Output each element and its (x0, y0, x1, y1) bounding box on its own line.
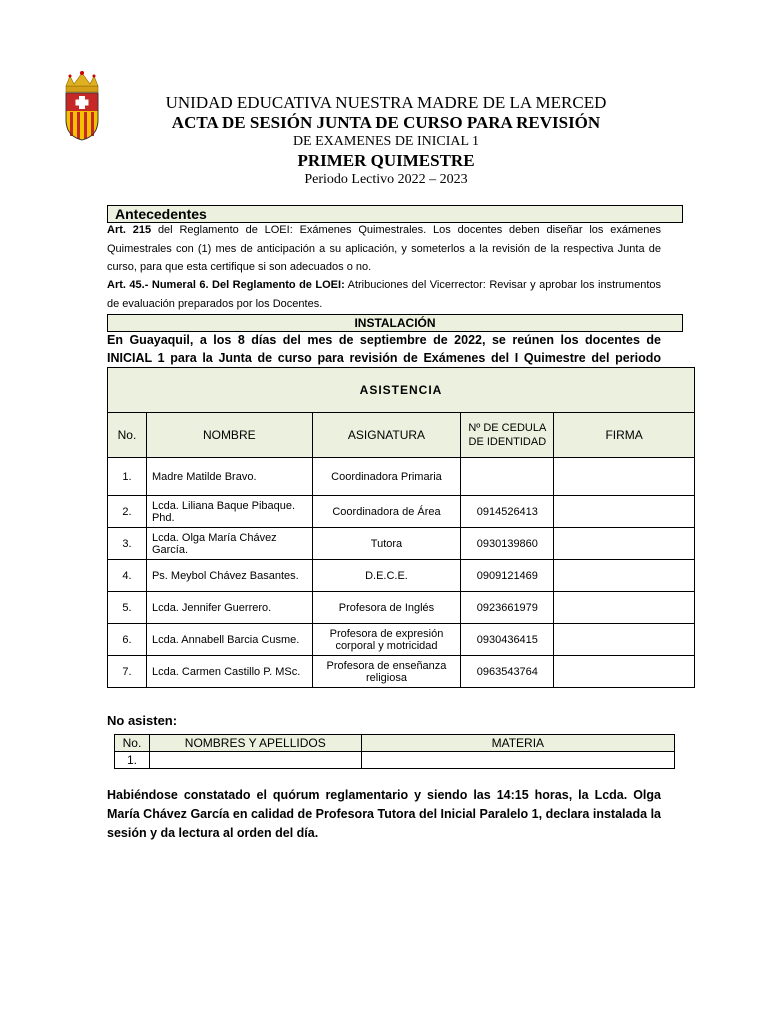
signature-cell (554, 592, 695, 624)
teacher-name: Lcda. Jennifer Guerrero. (146, 592, 312, 624)
table-row (108, 624, 695, 656)
signature-cell (554, 496, 695, 528)
article-text: Atribuciones del Vicerrector: Revisar y aprobar los instrumentos de evaluación preparados por los Docentes. (107, 279, 661, 310)
table-row (108, 560, 695, 592)
table-row (108, 592, 695, 624)
column-header: ASIGNATURA (312, 413, 461, 458)
subject: Profesora de Inglés (312, 592, 461, 624)
id-number: 0914526413 (461, 496, 554, 528)
subject: Coordinadora de Área (312, 496, 461, 528)
subject: Coordinadora Primaria (312, 458, 461, 496)
row-number: 7. (108, 656, 147, 688)
article-ref: Art. 45.- Numeral 6. Del Reglamento de LOEI: (107, 279, 345, 291)
instalacion-heading: INSTALACIÓN (107, 314, 683, 332)
table-header-row (108, 413, 695, 458)
table-row (115, 752, 675, 769)
signature-cell (554, 458, 695, 496)
table-title-row (108, 368, 695, 413)
absent-subject (361, 752, 674, 769)
teacher-name: Madre Matilde Bravo. (146, 458, 312, 496)
id-number: 0930436415 (461, 624, 554, 656)
attendance-title: ASISTENCIA (108, 368, 695, 413)
row-number: 6. (108, 624, 147, 656)
absent-number: 1. (115, 752, 150, 769)
table-row (108, 528, 695, 560)
row-number: 3. (108, 528, 147, 560)
table-row (108, 656, 695, 688)
column-header: NOMBRES Y APELLIDOS (149, 735, 361, 752)
school-name: UNIDAD EDUCATIVA NUESTRA MADRE DE LA MERCED (165, 93, 607, 112)
attendance-table (107, 367, 695, 688)
table-row (108, 458, 695, 496)
antecedentes-paragraph-1 (107, 221, 661, 277)
id-number: 0923661979 (461, 592, 554, 624)
antecedentes-paragraph-2 (107, 276, 661, 313)
row-number: 5. (108, 592, 147, 624)
absent-heading: No asisten: (107, 713, 178, 728)
quimestre-title: PRIMER QUIMESTRE (297, 151, 475, 170)
id-number: 0930139860 (461, 528, 554, 560)
teacher-name: Ps. Meybol Chávez Basantes. (146, 560, 312, 592)
column-header: No. (115, 735, 150, 752)
table-row (108, 496, 695, 528)
signature-cell (554, 528, 695, 560)
signature-cell (554, 560, 695, 592)
column-header: FIRMA (554, 413, 695, 458)
row-number: 4. (108, 560, 147, 592)
closing-paragraph: Habiéndose constatado el quórum reglamentario y siendo las 14:15 horas, la Lcda. Olga María Chávez García en calidad de Profesora Tutora del Inicial Paralelo 1, declara instalada la sesión y da lectura al orden del día. (107, 788, 661, 840)
column-header: Nº DE CEDULA DE IDENTIDAD (461, 413, 554, 458)
subject: Profesora de enseñanza religiosa (312, 656, 461, 688)
teacher-name: Lcda. Liliana Baque Pibaque. Phd. (146, 496, 312, 528)
row-number: 1. (108, 458, 147, 496)
id-number (461, 458, 554, 496)
teacher-name: Lcda. Olga María Chávez García. (146, 528, 312, 560)
absent-table (114, 734, 675, 769)
antecedentes-title: Antecedentes (115, 206, 207, 222)
row-number: 2. (108, 496, 147, 528)
instalacion-text: En Guayaquil, a los 8 días del mes de septiembre de 2022, se reúnen los docentes de INICIAL 1 para la Junta de curso para revisión de Exámenes del I Quimestre del periodo (107, 333, 661, 365)
id-number: 0909121469 (461, 560, 554, 592)
school-period: Periodo Lectivo 2022 – 2023 (304, 172, 468, 187)
column-header: MATERIA (361, 735, 674, 752)
article-ref: Art. 215 (107, 224, 152, 236)
signature-cell (554, 656, 695, 688)
subject: Tutora (312, 528, 461, 560)
teacher-name: Lcda. Annabell Barcia Cusme. (146, 624, 312, 656)
column-header: No. (108, 413, 147, 458)
id-number: 0963543764 (461, 656, 554, 688)
signature-cell (554, 624, 695, 656)
subject: D.E.C.E. (312, 560, 461, 592)
table-header-row (115, 735, 675, 752)
document-title: ACTA DE SESIÓN JUNTA DE CURSO PARA REVISIÓN (171, 113, 601, 132)
absent-name (149, 752, 361, 769)
school-crest-logo (60, 70, 104, 142)
article-text: del Reglamento de LOEI: Exámenes Quimestrales. Los docentes deben diseñar los exámenes Quimestrales con (1) mes de anticipación a su aplicación, y someterlos a la revisión de la respectiva Junta de curso, para que esta certifique si son adecuados o no. (107, 224, 661, 273)
subject: Profesora de expresión corporal y motricidad (312, 624, 461, 656)
teacher-name: Lcda. Carmen Castillo P. MSc. (146, 656, 312, 688)
document-subtitle: DE EXAMENES DE INICIAL 1 (292, 134, 480, 149)
column-header: NOMBRE (146, 413, 312, 458)
